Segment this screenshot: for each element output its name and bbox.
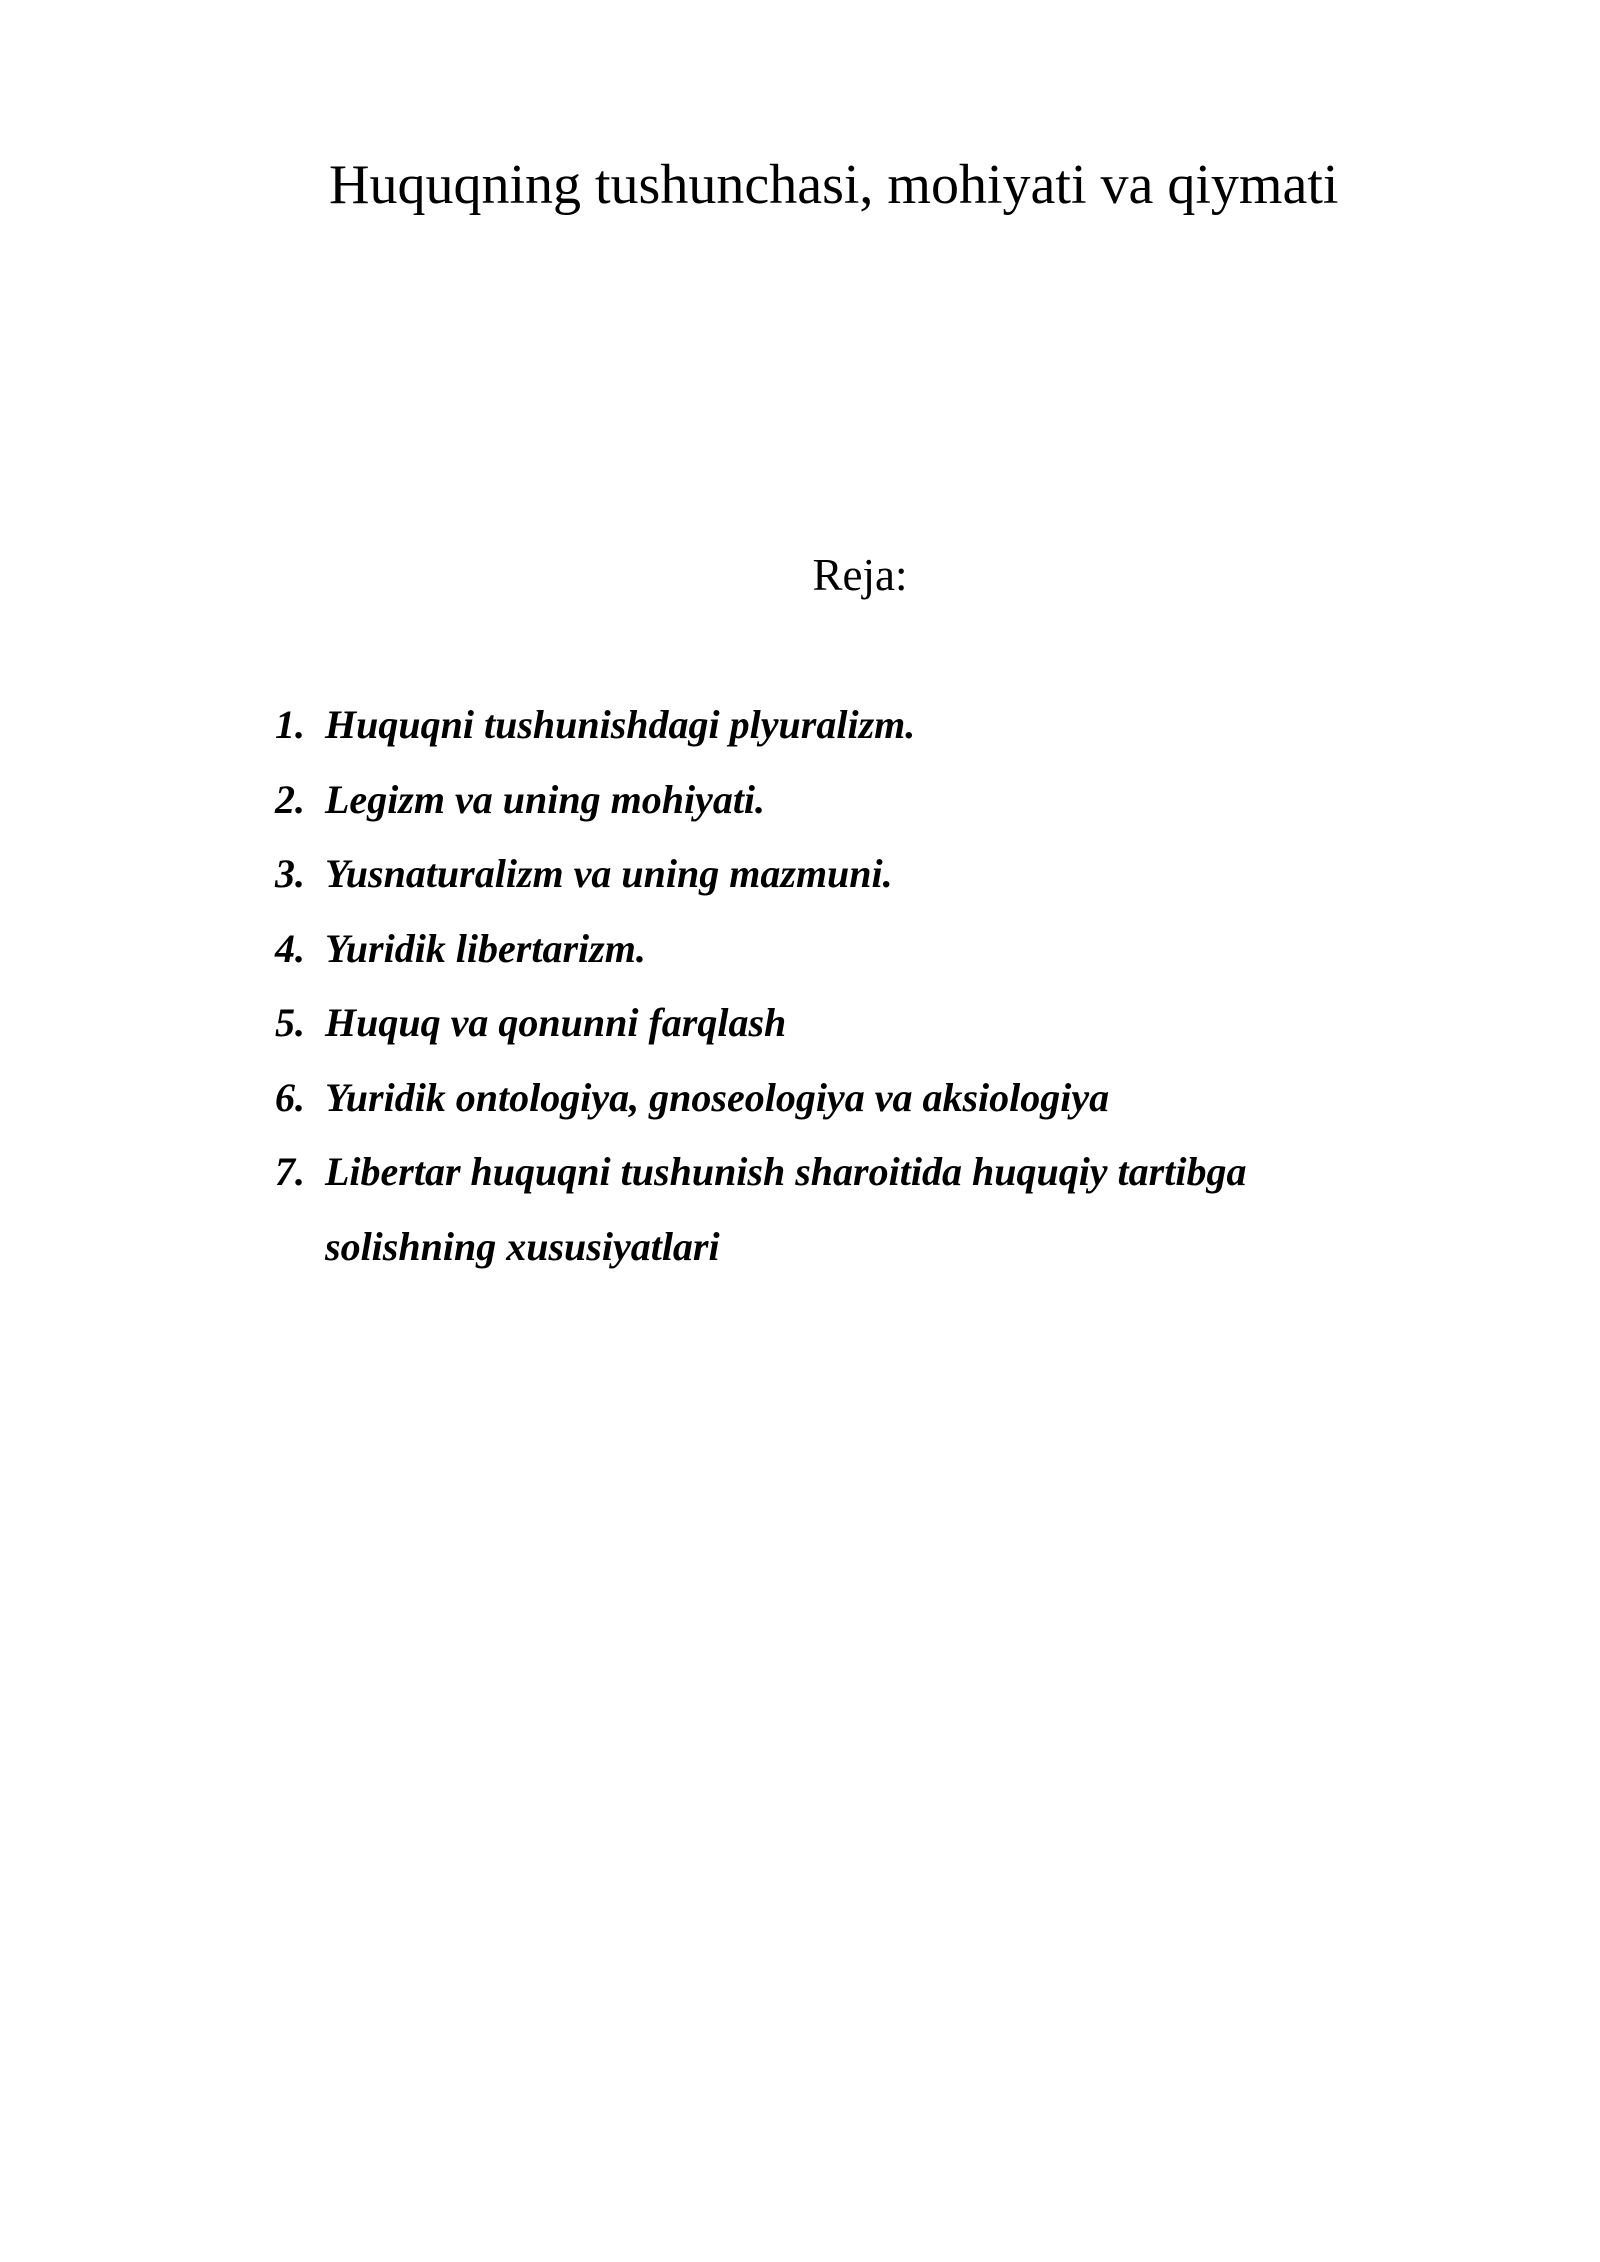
page-title: Huquqning tushunchasi, mohiyati va qiymati (329, 154, 1339, 216)
plan-item-number: 6. (275, 1074, 305, 1120)
plan-item-7 (275, 1135, 1375, 1284)
plan-item-text: Libertar huquqni tushunish sharoitida huquqiy tartibga solishning xususiyatlari (325, 1149, 1247, 1269)
plan-item-number: 4. (275, 925, 305, 971)
plan-item-text: Yuridik ontologiya, gnoseologiya va aksiologiya (325, 1074, 1110, 1120)
plan-heading: Reja: (812, 550, 908, 600)
plan-item-text: Yusnaturalizm va uning mazmuni. (325, 851, 893, 896)
plan-item-2 (275, 763, 1375, 838)
plan-item-text: Huquqni tushunishdagi plyuralizm. (325, 702, 916, 747)
plan-item-number: 7. (275, 1149, 305, 1194)
plan-item-number: 3. (275, 851, 305, 896)
plan-item-3 (275, 837, 1375, 912)
plan-item-text: Legizm va uning mohiyati. (325, 776, 766, 822)
plan-item-text: Huquq va qonunni farqlash (325, 1000, 787, 1045)
plan-item-5 (275, 986, 1375, 1061)
plan-list (275, 688, 1375, 1284)
plan-item-4 (275, 912, 1375, 987)
plan-item-1 (275, 688, 1375, 763)
plan-item-number: 5. (275, 1000, 305, 1045)
plan-item-number: 1. (275, 702, 305, 747)
plan-item-text: Yuridik libertarizm. (325, 925, 646, 971)
plan-item-6 (275, 1061, 1375, 1136)
plan-item-number: 2. (275, 776, 305, 822)
